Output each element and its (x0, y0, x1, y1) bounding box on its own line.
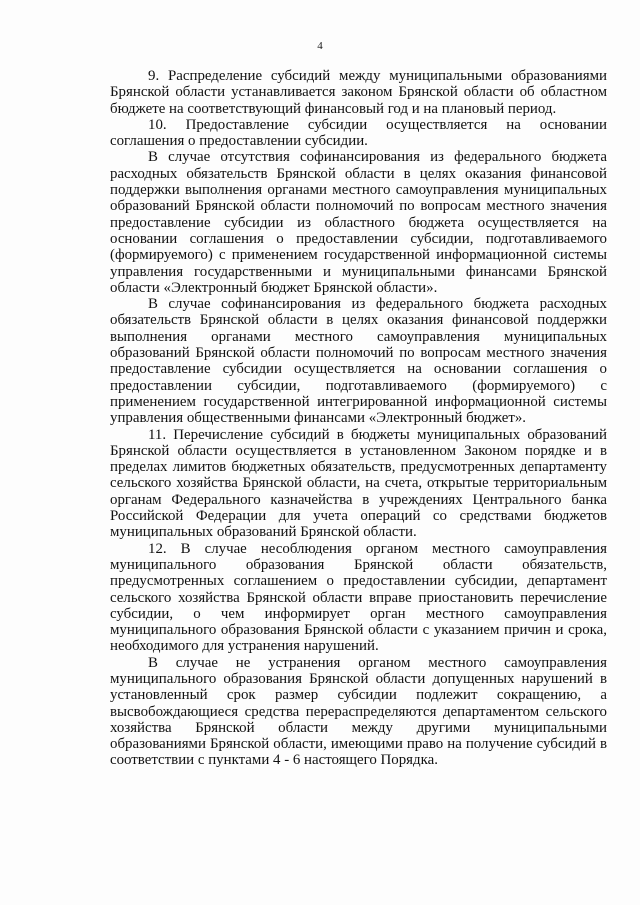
paragraph-9: 9. Распределение субсидий между муниципальными образованиями Брянской области устанавливается законом Брянской области об областном бюджете на соответствующий финансовый год и на плановый период. (110, 68, 607, 117)
paragraph-10: 10. Предоставление субсидии осуществляется на основании соглашения о предоставлении субсидии. (110, 116, 607, 150)
paragraph-11: 11. Перечисление субсидий в бюджеты муниципальных образований Брянской области осуществляется в установленном Законом порядке и в пределах лимитов бюджетных обязательств, предусмотренных департаменту сельского хозяйства Брянской области, на счета, открытые территориальным органам Федерального казначейства в учреждениях Центрального банка Российской Федерации для учета операций со средствами бюджетов муниципальных образований Брянской области. (110, 426, 607, 541)
paragraph-reduction: В случае не устранения органом местного самоуправления муниципального образования Брянской области допущенных нарушений в установленный срок размер субсидии подлежит сокращению, а высвобождающиеся средства перераспределяются департаментом сельского хозяйства Брянской области между другими муниципальными образованиями Брянской области, имеющими право на получение субсидий в соответствии с пунктами 4 - 6 настоящего Порядка. (110, 654, 607, 769)
page-number: 4 (317, 40, 323, 52)
document-body (110, 68, 607, 769)
paragraph-no-cofinancing: В случае отсутствия софинансирования из федерального бюджета расходных обязательств Брянской области в целях оказания финансовой поддержки выполнения органами местного самоуправления муниципальных образований Брянской области полномочий по вопросам местного значения предоставление субсидии из областного бюджета осуществляется на основании соглашения о предоставлении субсидии, подготавливаемого (формируемого) с применением государственной информационной системы управления государственными и муниципальными финансами Брянской области «Электронный бюджет Брянской области». (110, 149, 607, 296)
paragraph-cofinancing: В случае софинансирования из федерального бюджета расходных обязательств Брянской области в целях оказания финансовой поддержки выполнения органами местного самоуправления муниципальных образований Брянской области полномочий по вопросам местного значения предоставление субсидии осуществляется на основании соглашения о предоставлении субсидии, подготавливаемого (формируемого) с применением государственной интегрированной информационной системы управления общественными финансами «Электронный бюджет». (110, 296, 607, 427)
paragraph-12: 12. В случае несоблюдения органом местного самоуправления муниципального образования Брянской области обязательств, предусмотренных соглашением о предоставлении субсидии, департамент сельского хозяйства Брянской области вправе приостановить перечисление субсидии, о чем информирует орган местного самоуправления муниципального образования Брянской области с указанием причин и срока, необходимого для устранения нарушений. (110, 540, 607, 655)
